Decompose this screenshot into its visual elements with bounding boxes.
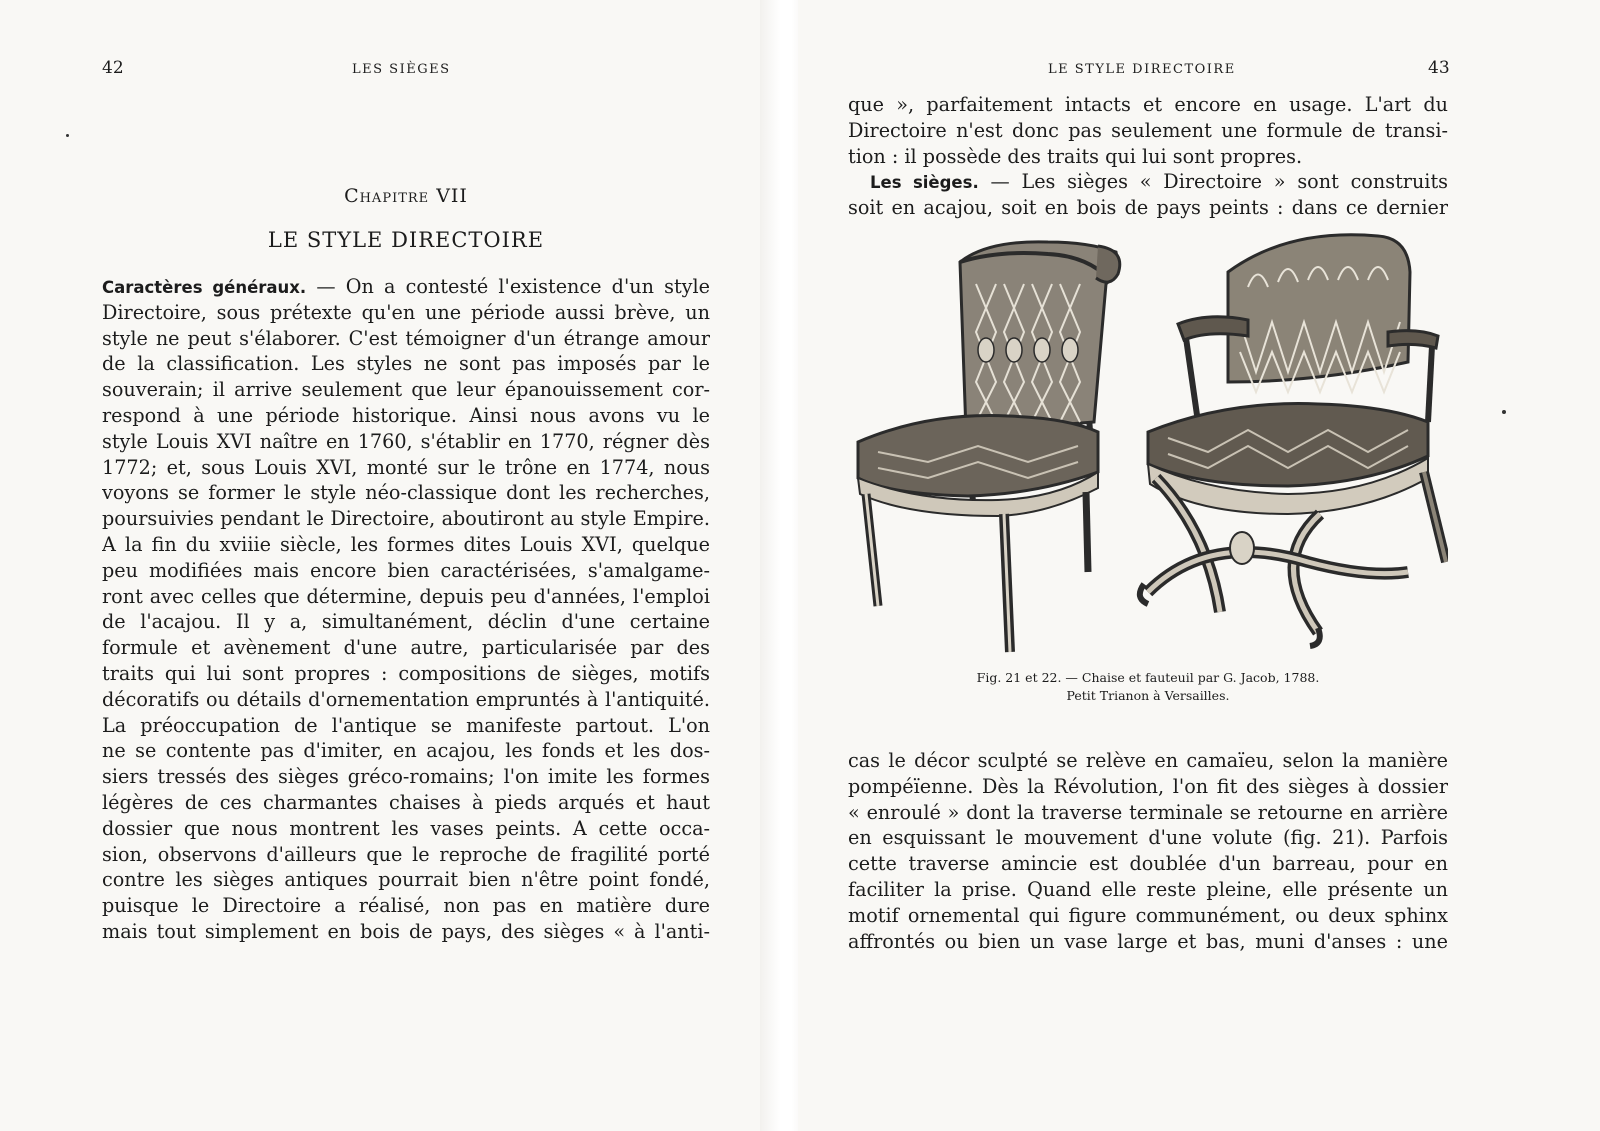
running-head-right: LE STYLE DIRECTOIRE (1048, 62, 1236, 77)
chapter-label: Chapitre VII (344, 185, 468, 207)
paragraph-first-line (848, 169, 1448, 195)
caption-line: Petit Trianon à Versailles. (1066, 688, 1230, 703)
caption-line: Fig. 21 et 22. — Chaise et fauteuil par G. Jacob, 1788. (976, 670, 1320, 685)
text-line: cas le décor sculpté se relève en camaïeu, selon la manière (848, 749, 1448, 772)
text-line: traits qui lui sont propres : compositions de sièges, motifs (102, 661, 710, 685)
text-line: contre les sièges antiques pourrait bien n'être point fondé, (102, 868, 710, 892)
chapter-title: LE STYLE DIRECTOIRE (267, 228, 545, 252)
text-line: Directoire n'est donc pas seulement une formule de transi- (848, 118, 1448, 142)
text-line: soit en acajou, soit en bois de pays peints : dans ce dernier (848, 196, 1448, 220)
text-fragment: — On a contesté l'existence d'un style (316, 275, 710, 298)
text-line: ne se contente pas d'imiter, en acajou, les fonds et les dos- (102, 739, 710, 763)
text-line: 1772; et, sous Louis XVI, monté sur le trône en 1774, nous (102, 455, 710, 479)
text-line: peu modifiées mais encore bien caractérisées, s'amalgame- (102, 558, 710, 582)
text-line: La préoccupation de l'antique se manifeste partout. L'on (102, 713, 710, 737)
text-line: « enroulé » dont la traverse terminale se retourne en arrière (848, 800, 1448, 824)
paper-speck (1502, 410, 1506, 414)
text-line: Directoire, sous prétexte qu'en une période aussi brève, un (102, 300, 710, 324)
text-fragment: tion : il possède des traits qui lui sont propres. (848, 144, 1303, 168)
page-number-left: 42 (102, 58, 124, 78)
text-line: ront avec celles que détermine, depuis peu d'années, l'emploi (102, 584, 710, 608)
text-line: respond à une période historique. Ainsi nous avons vu le (102, 403, 710, 427)
text-line: affrontés ou bien un vase large et bas, muni d'anses : une (848, 929, 1448, 953)
armchair (1140, 235, 1446, 646)
text-line: faciliter la prise. Quand elle reste pleine, elle présente un (848, 877, 1448, 901)
text-line: dossier que nous montrent les vases peints. A cette occa- (102, 816, 710, 840)
page-number-right: 43 (1428, 58, 1450, 78)
text-line: siers tressés des sièges gréco-romains; l'on imite les formes (102, 765, 710, 789)
text-line: puisque le Directoire a réalisé, non pas en matière dure (102, 894, 710, 918)
text-line: style ne peut s'élaborer. C'est témoigner d'un étrange amour (102, 326, 710, 350)
right-bottom-text (848, 748, 1448, 954)
running-head-left: LES SIÈGES (352, 62, 451, 77)
text-line: en esquissant le mouvement d'une volute (fig. 21). Parfois (848, 826, 1448, 850)
right-top-text (848, 92, 1448, 221)
left-body-text (102, 274, 710, 945)
text-line: de l'acajou. Il y a, simultanément, déclin d'une certaine (102, 610, 710, 634)
text-line: mais tout simplement en bois de pays, des sièges « à l'anti- (102, 919, 710, 943)
run-in-heading: Les sièges. (870, 173, 979, 193)
text-line: sion, observons d'ailleurs que le reproche de fragilité porté (102, 842, 710, 866)
chairs-figure (848, 232, 1448, 662)
run-in-heading: Caractères généraux. (102, 278, 307, 297)
left-page (0, 0, 772, 1131)
paper-speck (66, 134, 69, 137)
text-line: formule et avènement d'une autre, particularisée par des (102, 636, 710, 660)
text-line (848, 144, 1448, 170)
text-line: décoratifs ou détails d'ornementation empruntés à l'antiquité. (102, 687, 710, 711)
text-line: légères de ces charmantes chaises à pieds arqués et haut (102, 790, 710, 814)
text-line: motif ornemental qui figure communément, ou deux sphinx (848, 903, 1448, 927)
text-line: pompéïenne. Dès la Révolution, l'on fit des sièges à dossier (848, 774, 1448, 798)
text-line: voyons se former le style néo-classique dont les recherches, (102, 481, 710, 505)
text-line: A la fin du xviiie siècle, les formes dites Louis XVI, quelque (102, 532, 710, 556)
side-chair (858, 242, 1120, 652)
text-line: style Louis XVI naître en 1760, s'établir en 1770, régner dès (102, 429, 710, 453)
text-fragment: — Les sièges « Directoire » sont construits (990, 170, 1448, 194)
text-line: cette traverse amincie est doublée d'un barreau, pour en (848, 852, 1448, 876)
paragraph-first-line (102, 274, 710, 300)
text-line: souverain; il arrive seulement que leur épanouissement cor- (102, 378, 710, 402)
text-line: poursuivies pendant le Directoire, aboutiront au style Empire. (102, 507, 710, 531)
figure-caption (848, 669, 1448, 705)
chairs-photograph (848, 232, 1448, 662)
text-line: que », parfaitement intacts et encore en usage. L'art du (848, 93, 1448, 116)
text-line: de la classification. Les styles ne sont pas imposés par le (102, 352, 710, 376)
